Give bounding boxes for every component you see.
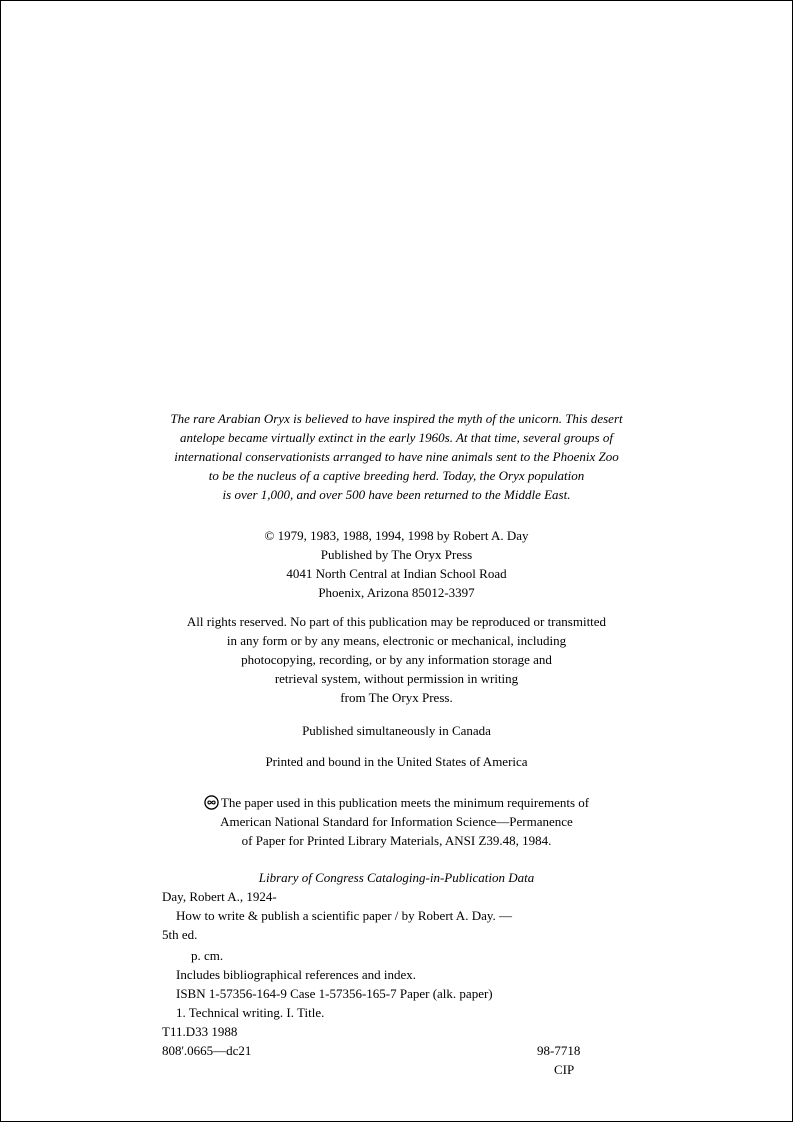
publisher-line: Published by The Oryx Press [320, 547, 473, 562]
cip-book-title: How to write & publish a scientific paper / by Robert A. Day. — [176, 908, 513, 923]
address-line: 4041 North Central at Indian School Road [286, 566, 507, 581]
rights-line: in any form or by any means, electronic or mechanical, including [226, 633, 567, 648]
printed-notice: Printed and bound in the United States of America [265, 754, 528, 769]
cip-isbn: ISBN 1-57356-164-9 Case 1-57356-165-7 Paper (alk. paper) [176, 986, 493, 1001]
canada-notice: Published simultaneously in Canada [302, 723, 491, 738]
copyright-block [0, 526, 793, 602]
oryx-note-line: international conservationists arranged to have nine animals sent to the Phoenix Zoo [174, 449, 619, 464]
rights-line: All rights reserved. No part of this publication may be reproduced or transmitted [186, 614, 607, 629]
cip-lccn: 98-7718 [537, 1043, 581, 1058]
paper-notice [0, 793, 793, 850]
paper-line: American National Standard for Information Science—Permanence [220, 814, 573, 829]
oryx-note-line: is over 1,000, and over 500 have been returned to the Middle East. [222, 487, 571, 502]
rights-statement [0, 612, 793, 707]
cip-notes: Includes bibliographical references and index. [176, 967, 417, 982]
cip-pages: p. cm. [191, 948, 224, 963]
oryx-note-line: antelope became virtually extinct in the early 1960s. At that time, several groups of [180, 430, 613, 445]
cip-lc-call-number: T11.D33 1988 [162, 1024, 238, 1039]
cip-subjects: 1. Technical writing. I. Title. [176, 1005, 325, 1020]
cip-title: Library of Congress Cataloging-in-Publication Data [258, 870, 535, 885]
paper-line: of Paper for Printed Library Materials, ANSI Z39.48, 1984. [241, 833, 552, 848]
rights-line: photocopying, recording, or by any information storage and [241, 652, 552, 667]
oryx-note [0, 409, 793, 504]
oryx-note-line: to be the nucleus of a captive breeding herd. Today, the Oryx population [208, 468, 585, 483]
cip-edition: 5th ed. [162, 927, 198, 942]
copyright-line: © 1979, 1983, 1988, 1994, 1998 by Robert A. Day [264, 528, 529, 543]
infinity-circle-icon [204, 795, 219, 810]
paper-text: The paper used in this publication meets the minimum requirements of [220, 795, 590, 810]
paper-line [0, 793, 793, 812]
city-line: Phoenix, Arizona 85012-3397 [318, 585, 475, 600]
rights-line: from The Oryx Press. [340, 690, 453, 705]
cip-dewey: 808'.0665—dc21 [162, 1043, 252, 1058]
rights-line: retrieval system, without permission in writing [274, 671, 519, 686]
cip-author: Day, Robert A., 1924- [162, 889, 277, 904]
cip-mark: CIP [554, 1062, 575, 1077]
oryx-note-line: The rare Arabian Oryx is believed to have inspired the myth of the unicorn. This desert [170, 411, 623, 426]
